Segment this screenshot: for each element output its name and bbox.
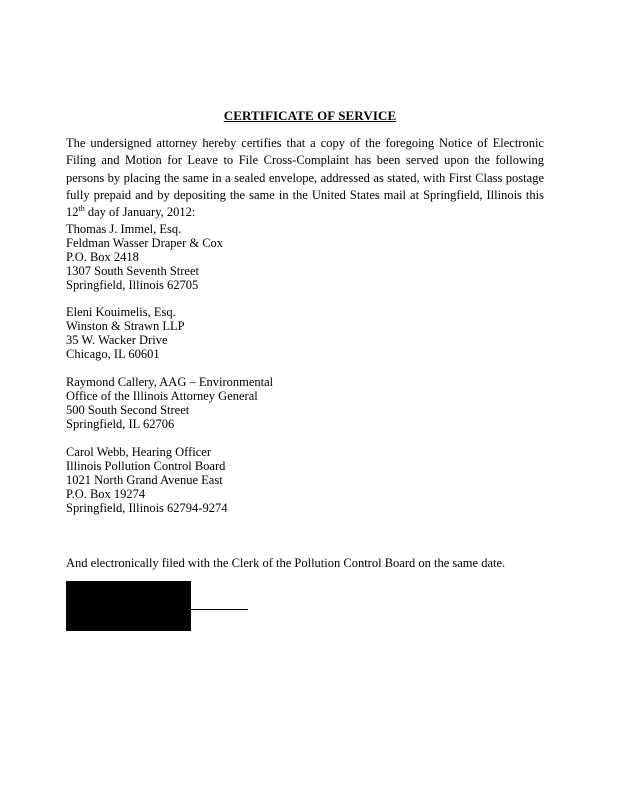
recipient-office: Illinois Pollution Control Board (66, 458, 226, 473)
recipient-street: 500 South Second Street (66, 402, 190, 417)
certification-text: The undersigned attorney hereby certifies that a copy of the foregoing Notice of Electronic Filing and Motion for Leave to File Cross-Complaint has been served upon the following persons by placing the same in a sealed envelope, addressed as stated, with First Class postage fully prepaid and by depositing the same in the United States mail at Springfield, Illinois this 12 (66, 136, 544, 220)
signature-redaction-box (66, 581, 191, 631)
recipient-po-box: P.O. Box 19274 (66, 486, 146, 501)
ordinal-suffix: th (78, 204, 85, 214)
recipient-city: Chicago, IL 60601 (66, 346, 160, 361)
electronic-filing-statement: And electronically filed with the Clerk of the Pollution Control Board on the same date. (66, 556, 506, 570)
recipient-name: Raymond Callery, AAG – Environmental (66, 375, 274, 389)
recipient-name: Carol Webb, Hearing Officer (66, 445, 212, 459)
certification-paragraph (66, 135, 544, 221)
recipient-city: Springfield, Illinois 62794-9274 (66, 500, 228, 515)
recipient-firm: Winston & Strawn LLP (66, 318, 185, 333)
recipient-name: Eleni Kouimelis, Esq. (66, 305, 176, 319)
recipient-city: Springfield, Illinois 62705 (66, 277, 199, 292)
recipient-street: 1307 South Seventh Street (66, 263, 199, 278)
recipient-street: 1021 North Grand Avenue East (66, 472, 223, 487)
recipient-street: 35 W. Wacker Drive (66, 332, 168, 347)
recipient-po-box: P.O. Box 2418 (66, 249, 139, 264)
recipient-address-kouimelis (66, 306, 366, 362)
recipient-name: Thomas J. Immel, Esq. (66, 222, 182, 236)
certification-text-end: day of January, 2012: (84, 205, 196, 220)
recipient-office: Office of the Illinois Attorney General (66, 388, 258, 403)
document-title: CERTIFICATE OF SERVICE (223, 108, 397, 123)
recipient-city: Springfield, IL 62706 (66, 416, 175, 431)
recipient-address-immel (66, 223, 366, 293)
signature-line (191, 609, 248, 610)
recipient-firm: Feldman Wasser Draper & Cox (66, 235, 224, 250)
recipient-address-webb (66, 446, 366, 516)
recipient-address-callery (66, 376, 366, 432)
